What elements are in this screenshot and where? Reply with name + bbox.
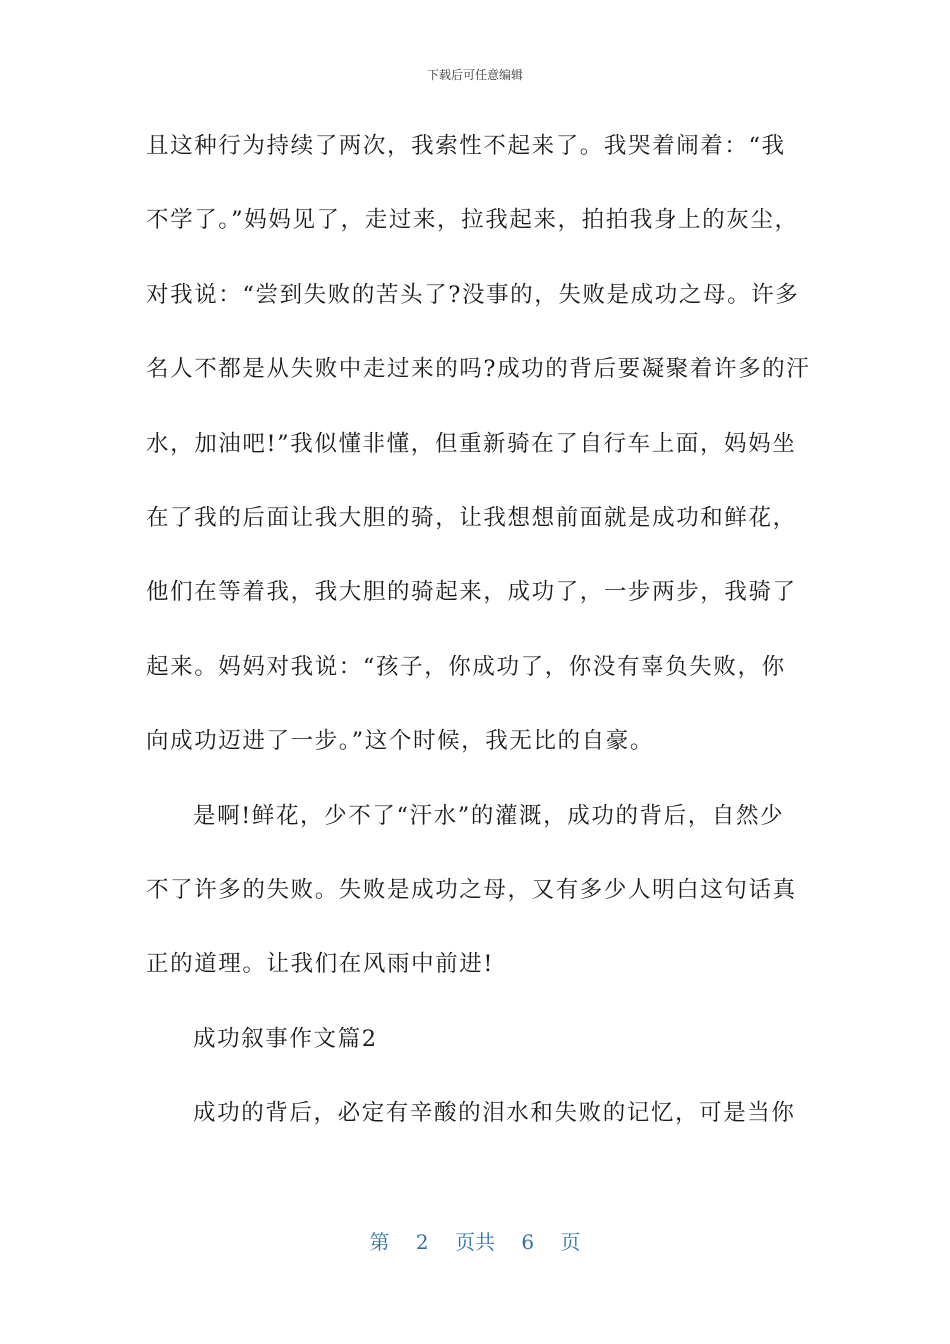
text-line: 在了我的后面让我大胆的骑，让我想想前面就是成功和鲜花，: [146, 504, 797, 531]
text-line: 向成功迈进了一步。”这个时候，我无比的自豪。: [146, 728, 654, 755]
document-body: [146, 123, 811, 1164]
footer-prefix: 第: [369, 1230, 390, 1254]
text-line: 名人不都是从失败中走过来的吗?成功的背后要凝聚着许多的汗: [146, 356, 811, 383]
text-line: 对我说：“尝到失败的苦头了?没事的，失败是成功之母。许多: [146, 281, 800, 308]
text-line: 起来。妈妈对我说：“孩子，你成功了，你没有辜负失败，你: [146, 653, 786, 680]
page-footer: [0, 1226, 950, 1255]
text-line: 水，加油吧!”我似懂非懂，但重新骑在了自行车上面，妈妈坐: [146, 430, 797, 457]
paragraph-start-line: 成功的背后，必定有辛酸的泪水和失败的记忆，可是当你: [193, 1100, 796, 1127]
header-text: 下载后可任意编辑: [426, 68, 523, 82]
footer-current-page: 2: [415, 1230, 429, 1254]
section-heading: 成功叙事作文篇2: [193, 1025, 378, 1052]
page-header: [0, 66, 950, 83]
text-line: 正的道理。让我们在风雨中前进!: [146, 951, 495, 978]
text-line: 不学了。”妈妈见了，走过来，拉我起来，拍拍我身上的灰尘，: [146, 207, 799, 234]
footer-suffix: 页: [560, 1230, 581, 1254]
text-line: 不了许多的失败。失败是成功之母，又有多少人明白这句话真: [146, 876, 797, 903]
paragraph-start-line: 是啊!鲜花，少不了“汗水”的灌溉，成功的背后，自然少: [193, 802, 785, 829]
text-line: 且这种行为持续了两次，我索性不起来了。我哭着闹着：“我: [146, 133, 786, 159]
text-line: 他们在等着我，我大胆的骑起来，成功了，一步两步，我骑了: [146, 579, 797, 606]
footer-total-pages: 6: [521, 1230, 535, 1254]
footer-middle: 页共: [455, 1230, 495, 1254]
